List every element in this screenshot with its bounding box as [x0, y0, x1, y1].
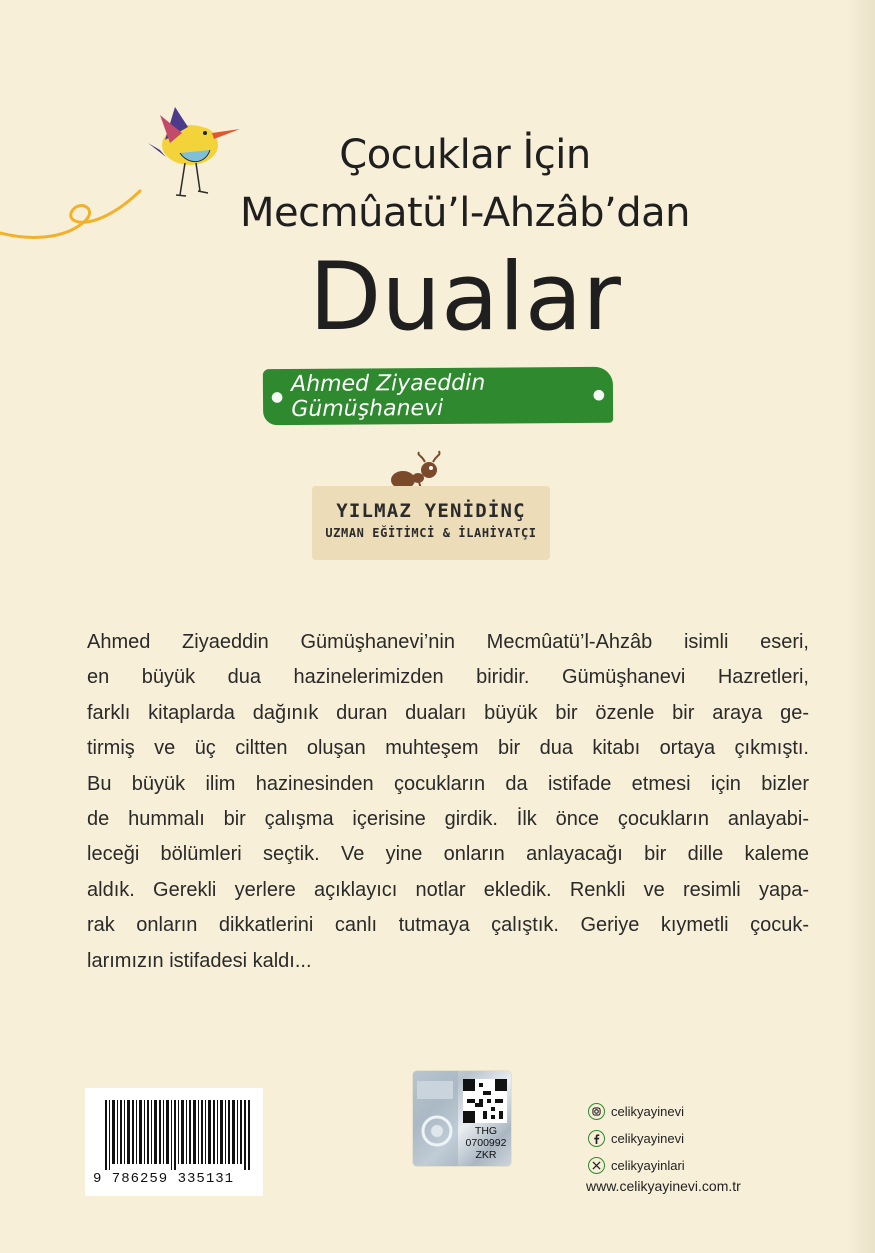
blurb-line: Bu büyük ilim hazinesinden çocukların da istifade etmesi için bizler	[87, 772, 809, 795]
instagram-icon	[588, 1103, 605, 1120]
social-handle: celikyayinevi	[611, 1104, 684, 1119]
banderol-code	[461, 1125, 511, 1161]
blurb-line: rak onların dikkatlerini canlı tutmaya çalıştık. Geriye kıymetli çocuk-	[87, 914, 809, 937]
title-line-1: Çocuklar İçin	[339, 132, 591, 178]
banderol-code-line: 0700992	[465, 1137, 507, 1149]
social-instagram	[588, 1098, 685, 1125]
editor-name: YILMAZ YENİDİNÇ	[336, 500, 526, 522]
hologram-seal-icon	[413, 1071, 458, 1166]
blurb-line: farklı kitaplarda dağınık duran duaları büyük bir özenle bir araya ge-	[87, 701, 809, 724]
isbn-digits: 9 786259 335131	[93, 1171, 235, 1187]
social-links	[588, 1098, 685, 1179]
bullet-icon: ●	[270, 389, 284, 406]
isbn-barcode	[85, 1088, 263, 1196]
title-line-2: Mecmûatü’l-Ahzâb’dan	[240, 190, 690, 236]
publisher-website: www.celikyayinevi.com.tr	[586, 1178, 741, 1194]
author-banner	[263, 367, 613, 425]
banderol-code-line: THG	[474, 1125, 498, 1137]
qr-code-icon	[463, 1079, 507, 1123]
banderol-hologram	[413, 1071, 511, 1166]
editor-title: UZMAN EĞİTİMCİ & İLAHİYATÇI	[325, 526, 537, 540]
blurb-line: larımızın istifadesi kaldı...	[87, 949, 312, 972]
blurb-line: aldık. Gerekli yerlere açıklayıcı notlar ekledik. Renkli ve resimli yapa-	[87, 878, 809, 901]
back-cover-blurb	[87, 625, 809, 979]
blurb-line: tirmiş ve üç ciltten oluşan muhteşem bir dua kitabı ortaya çıkmıştı.	[87, 737, 809, 760]
social-facebook	[588, 1125, 685, 1152]
social-handle: celikyayinevi	[611, 1131, 684, 1146]
facebook-icon	[588, 1130, 605, 1147]
spine-shadow	[847, 0, 875, 1253]
main-title: Dualar	[309, 243, 621, 352]
barcode-icon	[105, 1100, 250, 1170]
banderol-code-line: ZKR	[475, 1149, 497, 1161]
blurb-line: de hummalı bir çalışma içerisine girdik. İlk önce çocukların anlayabi-	[87, 808, 809, 831]
editor-label	[312, 486, 550, 560]
blurb-line: en büyük dua hazinelerimizden biridir. Gümüşhanevi Hazretleri,	[87, 666, 809, 689]
x-icon	[588, 1157, 605, 1174]
social-handle: celikyayinlari	[611, 1158, 685, 1173]
social-x	[588, 1152, 685, 1179]
author-name: Ahmed Ziyaeddin Gümüşhanevi	[291, 370, 486, 423]
blurb-line: leceği bölümleri seçtik. Ve yine onların anlayacağı bir dille kaleme	[87, 843, 809, 866]
blurb-line: Ahmed Ziyaeddin Gümüşhanevi’nin Mecmûatü’l-Ahzâb isimli eseri,	[87, 631, 809, 653]
bullet-icon: ●	[592, 386, 606, 403]
